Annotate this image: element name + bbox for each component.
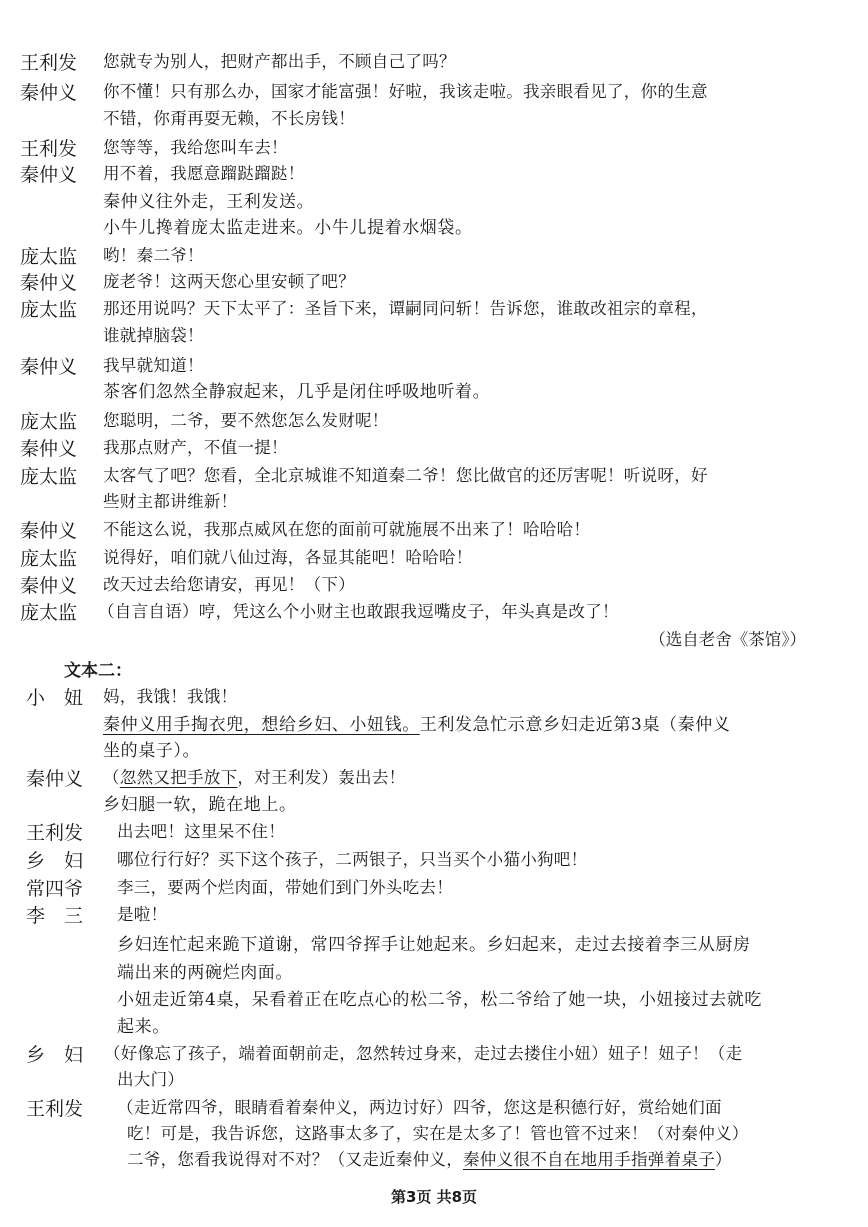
speaker-name: 小 妞 [26,687,84,709]
speaker-name: 李 三 [26,905,84,927]
stage-direction-text: 乡妇腿一软，跪在地上。 [103,795,297,815]
dialogue-text: 您就专为别人，把财产都出手，不顾自己了吗？ [103,52,456,71]
dialogue-text: 谁就掉脑袋！ [103,326,204,345]
speaker-name: 庞太监 [20,466,78,488]
stage-direction-text: 小牛儿搀着庞太监走进来。小牛儿提着水烟袋。 [103,218,473,238]
dialogue-text: 说得好，咱们就八仙过海，各显其能吧！哈哈哈！ [103,548,473,567]
stage-direction-text: 小妞走近第4桌，呆看着正在吃点心的松二爷，松二爷给了她一块，小妞接过去就吃 [117,990,763,1010]
dialogue-text: 用不着，我愿意蹓跶蹓跶！ [103,164,305,183]
underlined-text: 忽然又把手放下 [119,768,238,787]
speaker-name: 庞太监 [20,246,78,268]
dialogue-text: 不能这么说，我那点威风在您的面前可就施展不出来了！哈哈哈！ [103,520,591,539]
dialogue-text: （走近常四爷，眼睛看着秦仲义，两边讨好）四爷，您这是积德行好，赏给她们面 [117,1098,722,1117]
dialogue-text: 太客气了吧？您看，全北京城谁不知道秦二爷！您比做官的还厉害呢！听说呀，好 [103,466,708,485]
dialogue-text: 哟！秦二爷！ [103,246,204,265]
dialogue-text: 庞老爷！这两天您心里安顿了吧？ [103,272,355,291]
stage-direction-text: 坐的桌子）。 [103,741,201,761]
section-heading: 文本二： [64,661,132,681]
speaker-name: 王利发 [26,1098,84,1120]
dialogue-text: 我早就知道！ [103,356,204,375]
dialogue-text: 改天过去给您请安，再见！（下） [103,575,355,594]
underlined-text: 秦仲义很不自在地用手指弹着桌子 [463,1150,715,1169]
underlined-text: 秦仲义用手掏衣兜，想给乡妇、小妞钱。 [103,715,420,735]
dialogue-text: 您等等，我给您叫车去！ [103,138,288,157]
speaker-name: 秦仲义 [20,356,78,378]
speaker-name: 王利发 [20,52,78,74]
paren-open: （ [103,768,120,787]
stage-direction-text: 端出来的两碗烂肉面。 [117,963,293,983]
dialogue-text: 我那点财产，不值一提！ [103,438,288,457]
speaker-name: 秦仲义 [26,768,84,790]
speaker-name: 庞太监 [20,411,78,433]
dialogue-text: 李三，要两个烂肉面，带她们到门外头吃去！ [117,878,453,897]
dialogue-rest: ，对王利发）轰出去！ [237,768,406,787]
page-number: 第3页 共8页 [390,1188,478,1206]
speaker-name: 秦仲义 [20,575,78,597]
dialogue-rest: 二爷，您看我说得对不对？（又走近秦仲义， [127,1150,463,1169]
source-citation: （选自老舍《茶馆》） [649,630,806,649]
speaker-name: 秦仲义 [20,520,78,542]
stage-direction-text: 茶客们忽然全静寂起来，几乎是闭住呼吸地听着。 [103,382,491,402]
dialogue-text: 出大门） [117,1070,185,1089]
dialogue-text: 那还用说吗？天下太平了：圣旨下来，谭嗣同问斩！告诉您，谁敢改祖宗的章程， [103,299,708,318]
speaker-name: 王利发 [20,138,78,160]
dialogue-text: 你不懂！只有那么办，国家才能富强！好啦，我该走啦。我亲眼看见了，你的生意 [103,82,708,101]
stage-direction-text [103,710,730,735]
speaker-name: 庞太监 [20,548,78,570]
speaker-name: 乡 妇 [26,1044,84,1066]
dialogue-text: 您聪明，二爷，要不然您怎么发财呢！ [103,411,389,430]
dialogue-text: 些财主都讲维新！ [103,492,238,511]
paren-close: ） [715,1150,732,1169]
stage-direction-text: 秦仲义往外走，王利发送。 [103,192,315,212]
speaker-name: 秦仲义 [20,82,78,104]
speaker-name: 秦仲义 [20,272,78,294]
stage-direction-rest: 王利发急忙示意乡妇走近第3桌（秦仲义 [419,715,731,735]
speaker-name: 秦仲义 [20,438,78,460]
stage-direction-text: 起来。 [117,1017,170,1037]
speaker-name: 乡 妇 [26,850,84,872]
dialogue-text: （自言自语）哼，凭这么个小财主也敢跟我逗嘴皮子，年头真是改了！ [98,602,619,621]
stage-direction-text: 乡妇连忙起来跪下道谢，常四爷挥手让她起来。乡妇起来，走过去接着李三从厨房 [117,935,751,955]
dialogue-text: 是啦！ [117,905,168,924]
speaker-name: 王利发 [26,822,84,844]
speaker-name: 庞太监 [20,299,78,321]
speaker-name: 庞太监 [20,602,78,624]
dialogue-text: （好像忘了孩子，端着面朝前走，忽然转过身来，走过去搂住小妞）妞子！妞子！（走 [104,1044,743,1063]
dialogue-text [103,764,405,788]
dialogue-text: 妈，我饿！我饿！ [103,687,238,706]
dialogue-text: 吃！可是，我告诉您，这路事太多了，实在是太多了！管也管不过来！（对秦仲义） [127,1124,749,1143]
dialogue-text [127,1146,732,1170]
dialogue-text: 哪位行行好？买下这个孩子，二两银子，只当买个小猫小狗吧！ [117,850,588,869]
dialogue-text: 不错，你甭再耍无赖，不长房钱！ [103,109,355,128]
dialogue-text: 出去吧！这里呆不住！ [117,822,285,841]
speaker-name: 常四爷 [26,878,84,900]
speaker-name: 秦仲义 [20,164,78,186]
